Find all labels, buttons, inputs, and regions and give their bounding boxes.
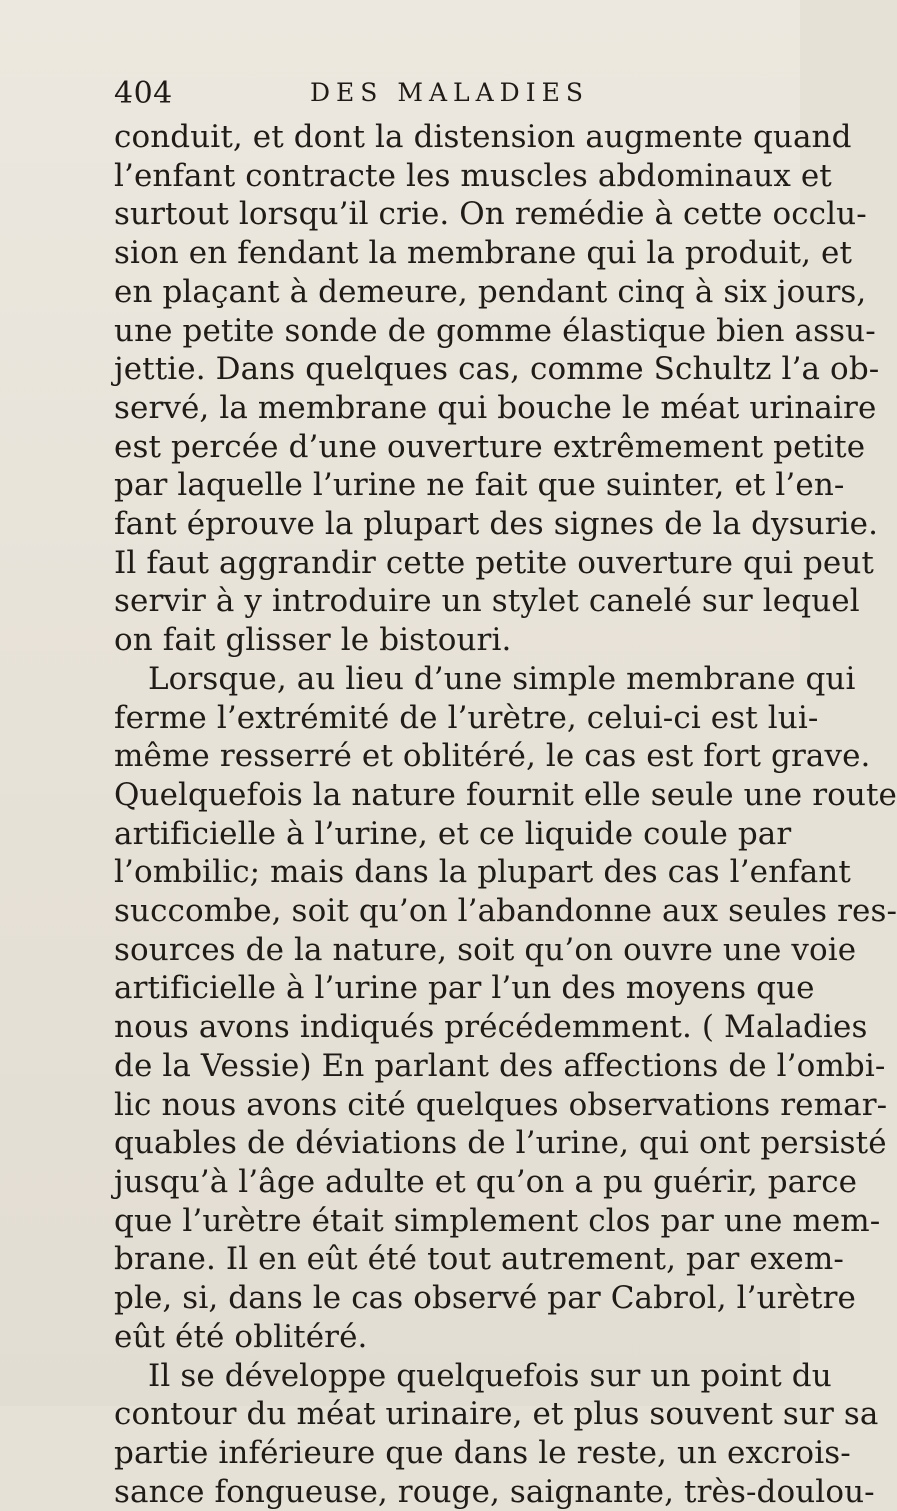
text-line: artificielle à l’urine, et ce liquide coule par xyxy=(114,815,792,852)
text-line: en plaçant à demeure, pendant cinq à six jours, xyxy=(114,273,867,310)
text-line: contour du méat urinaire, et plus souvent sur sa xyxy=(114,1396,879,1433)
text-line: sance fongueuse, rouge, saignante, très-doulou- xyxy=(114,1473,875,1510)
text-line: surtout lorsqu’il crie. On remédie à cette occlu- xyxy=(114,196,867,233)
text-line: lic nous avons cité quelques observations remar- xyxy=(114,1086,888,1123)
text-line: ple, si, dans le cas observé par Cabrol, l’urètre xyxy=(114,1280,856,1317)
text-line: l’ombilic; mais dans la plupart des cas l’enfant xyxy=(114,854,851,891)
text-line: sources de la nature, soit qu’on ouvre une voie xyxy=(114,931,857,968)
text-line: artificielle à l’urine par l’un des moyens que xyxy=(114,970,815,1007)
body-text xyxy=(114,118,897,1511)
page-number: 404 xyxy=(114,76,173,111)
text-line: succombe, soit qu’on l’abandonne aux seules res- xyxy=(114,893,897,930)
text-line: ferme l’extrémité de l’urètre, celui-ci est lui- xyxy=(114,699,819,736)
paragraph-start-line: Il se développe quelquefois sur un point du xyxy=(148,1357,832,1394)
text-line: une petite sonde de gomme élastique bien assu- xyxy=(114,312,876,349)
text-line: servé, la membrane qui bouche le méat urinaire xyxy=(114,389,877,426)
paragraph-start-line: Lorsque, au lieu d’une simple membrane qui xyxy=(148,660,856,697)
page-header xyxy=(114,76,754,116)
text-line: jettie. Dans quelques cas, comme Schultz l’a ob- xyxy=(114,351,880,388)
text-line: Il faut aggrandir cette petite ouverture qui peut xyxy=(114,544,874,581)
text-line: partie inférieure que dans le reste, un excrois- xyxy=(114,1434,851,1471)
text-line: l’enfant contracte les muscles abdominaux et xyxy=(114,157,832,194)
text-line: servir à y introduire un stylet canelé sur lequel xyxy=(114,583,860,620)
text-line: est percée d’une ouverture extrêmement petite xyxy=(114,428,866,465)
running-head: DES MALADIES xyxy=(310,78,589,107)
text-line: on fait glisser le bistouri. xyxy=(114,622,512,659)
text-line: de la Vessie) En parlant des affections de l’ombi- xyxy=(114,1047,886,1084)
text-line: que l’urètre était simplement clos par une mem- xyxy=(114,1202,881,1239)
text-line: par laquelle l’urine ne fait que suinter, et l’en- xyxy=(114,467,845,504)
text-line: même resserré et oblitéré, le cas est fort grave. xyxy=(114,738,871,775)
text-line: eût été oblitéré. xyxy=(114,1318,368,1355)
text-line: jusqu’à l’âge adulte et qu’on a pu guérir, parce xyxy=(114,1163,858,1200)
text-line: quables de déviations de l’urine, qui ont persisté xyxy=(114,1125,887,1162)
text-line: Quelquefois la nature fournit elle seule une route xyxy=(114,776,897,813)
text-line: fant éprouve la plupart des signes de la dysurie. xyxy=(114,506,879,543)
text-line: nous avons indiqués précédemment. ( Maladies xyxy=(114,1009,868,1046)
text-line: conduit, et dont la distension augmente quand xyxy=(114,119,852,155)
text-line: brane. Il en eût été tout autrement, par exem- xyxy=(114,1241,844,1278)
text-line: sion en fendant la membrane qui la produit, et xyxy=(114,235,853,272)
